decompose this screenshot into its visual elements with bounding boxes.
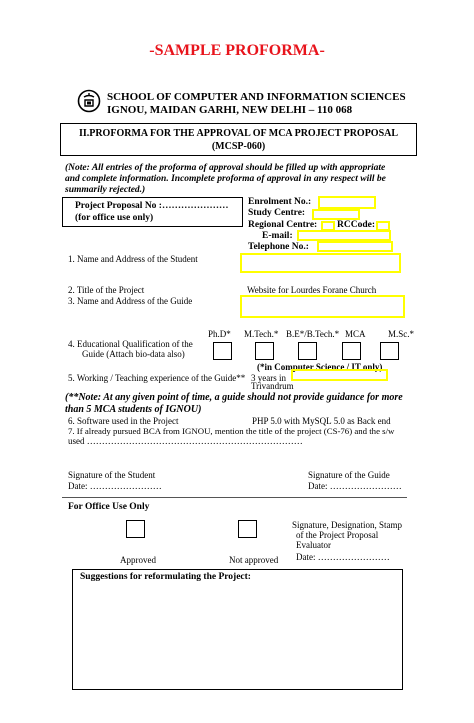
study-centre-label: Study Centre: [248,208,306,218]
rc-code-label: RCCode: [337,220,375,230]
evaluator-date-label: Date: …………………… [296,552,390,562]
suggestions-box[interactable] [72,569,403,690]
not-approved-label: Not approved [229,555,279,565]
phd-checkbox[interactable] [213,342,232,360]
evaluator-label-2: of the Project Proposal [296,530,379,540]
telephone-field[interactable] [317,241,393,252]
office-use-title: For Office Use Only [68,502,150,512]
mca-checkbox[interactable] [342,342,361,360]
item-4-sublabel: Guide (Attach bio-data also) [82,349,185,359]
form-title-box [60,123,417,156]
note2-line-2: than 5 MCA students of IGNOU) [65,404,202,415]
divider [62,497,407,498]
note-line-3: summarily rejected.) [65,185,146,195]
experience-value-2: Trivandrum [251,381,294,391]
item-7-sublabel: used ……………………………………………………………… [68,436,303,446]
student-address-field[interactable] [240,253,401,273]
note-line-1: (Note: All entries of the proforma of approval should be filled up with appropriate [65,163,386,173]
project-proposal-label: Project Proposal No :………………… [75,201,229,211]
institution-address: IGNOU, MAIDAN GARHI, NEW DELHI – 110 068 [107,104,353,116]
note2-line-1: (**Note: At any given point of time, a guide should not provide guidance for more [65,392,403,403]
guide-address-field[interactable] [240,295,405,318]
evaluator-label-3: Evaluator [296,540,331,550]
msc-checkbox[interactable] [380,342,399,360]
software-value: PHP 5.0 with MySQL 5.0 as Back end [252,416,391,426]
email-field[interactable] [297,230,391,241]
guide-date-label: Date: …………………… [308,481,402,491]
enrolment-label: Enrolment No.: [248,197,312,207]
approved-checkbox[interactable] [126,520,145,538]
not-approved-checkbox[interactable] [238,520,257,538]
qualification-mca-label: MCA [345,329,366,339]
qualification-msc-label: M.Sc.* [388,329,415,339]
form-code: (MCSP-060) [211,141,266,152]
item-5-label: 5. Working / Teaching experience of the Guide** [68,373,246,383]
page-heading: -SAMPLE PROFORMA- [149,42,325,59]
telephone-label: Telephone No.: [248,242,309,252]
email-label: E-mail: [262,231,293,241]
guide-signature-label: Signature of the Guide [308,470,390,480]
ignou-logo-icon [77,89,101,113]
regional-centre-label: Regional Centre: [248,220,318,230]
item-2-label: 2. Title of the Project [68,285,145,295]
experience-value-1: 3 years in [251,373,286,383]
qualification-mtech-label: M.Tech.* [244,329,279,339]
qualification-be-label: B.E*/B.Tech.* [286,329,340,339]
enrolment-field[interactable] [318,196,376,209]
project-title-value: Website for Lourdes Forane Church [247,285,377,295]
item-3-label: 3. Name and Address of the Guide [68,296,193,306]
mtech-checkbox[interactable] [255,342,274,360]
note-line-2: and complete information. Incomplete proforma of approval in any respect will be [65,174,386,184]
institution-name: SCHOOL OF COMPUTER AND INFORMATION SCIENCES [107,91,406,103]
item-7-label: 7. If already pursued BCA from IGNOU, mention the title of the project (CS-76) and the s/w [68,426,395,436]
experience-field[interactable] [291,369,388,381]
be-btech-checkbox[interactable] [298,342,317,360]
student-date-label: Date: …………………… [68,481,162,491]
evaluator-label-1: Signature, Designation, Stamp [292,520,402,530]
qualification-phd-label: Ph.D* [208,329,231,339]
item-4-label: 4. Educational Qualification of the [68,339,193,349]
student-signature-label: Signature of the Student [68,470,156,480]
approved-label: Approved [120,555,156,565]
form-title: II.PROFORMA FOR THE APPROVAL OF MCA PROJECT PROPOSAL [78,128,399,139]
item-6-label: 6. Software used in the Project [68,416,179,426]
project-proposal-sublabel: (for office use only) [75,213,154,223]
qualification-note: (*in Computer Science / IT only) [257,362,383,372]
study-centre-field[interactable] [312,209,360,220]
suggestions-title: Suggestions for reformulating the Project: [80,572,251,582]
item-1-label: 1. Name and Address of the Student [68,254,198,264]
